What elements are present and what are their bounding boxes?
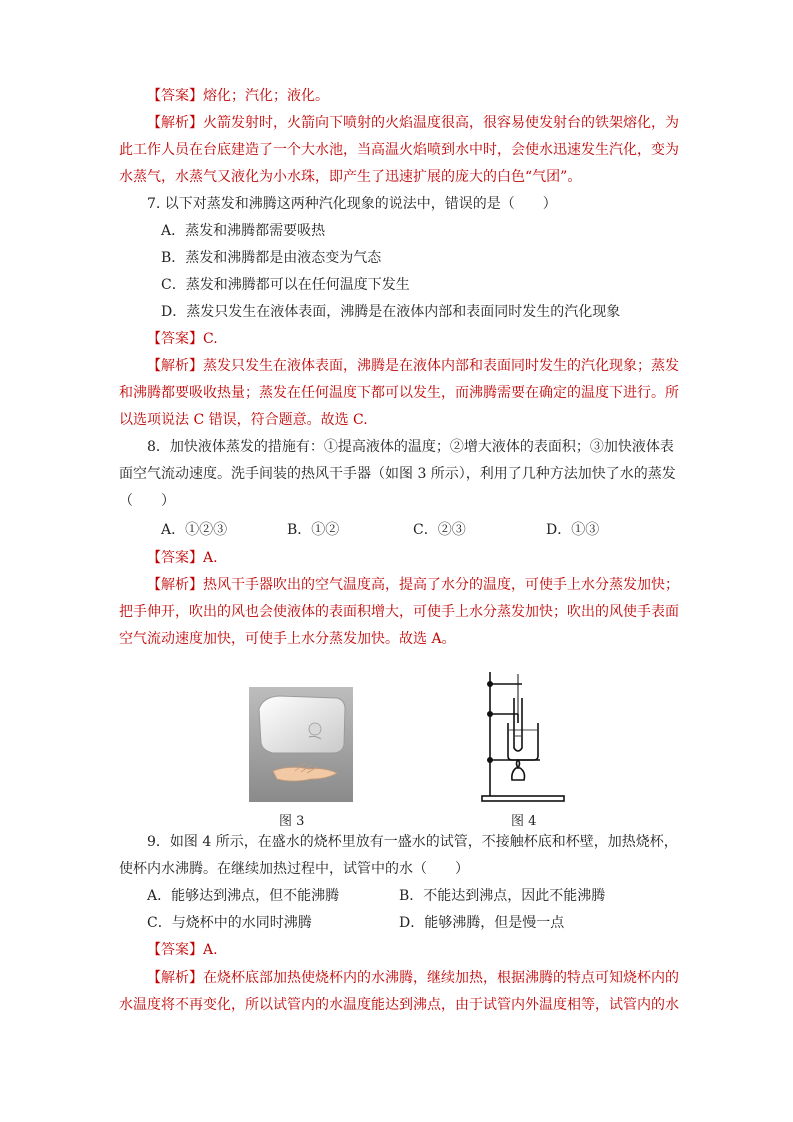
- text-line: 9．如图 4 所示，在盛水的烧杯里放有一盛水的试管，不接触杯底和杯壁，加热烧杯，: [147, 834, 678, 850]
- figure-3-hand-dryer: [249, 687, 353, 802]
- text-line: 【解析】在烧杯底部加热使烧杯内的水沸腾，继续加热，根据沸腾的特点可知烧杯内的: [147, 970, 679, 986]
- text-line: 以选项说法 C 错误，符合题意。故选 C.: [119, 412, 368, 428]
- text-line: 【解析】蒸发只发生在液体表面，沸腾是在液体内部和表面同时发生的汽化现象；蒸发: [147, 358, 679, 374]
- text-line: 【答案】A.: [147, 942, 218, 958]
- text-line: B．①②: [287, 522, 340, 538]
- text-line: 【答案】熔化；汽化；液化。: [147, 88, 329, 104]
- text-line: A．①②③: [161, 522, 228, 538]
- text-line: 【解析】热风干手器吹出的空气温度高，提高了水分的温度，可使手上水分蒸发加快；: [147, 577, 679, 593]
- text-line: 【答案】A.: [147, 550, 218, 566]
- hand-dryer-image: [249, 687, 353, 802]
- text-line: D．蒸发只发生在液体表面，沸腾是在液体内部和表面同时发生的汽化现象: [161, 304, 621, 320]
- text-line: （ ）: [119, 493, 175, 509]
- text-line: 【答案】C.: [147, 331, 218, 347]
- text-line: 面空气流动速度。洗手间装的热风干手器（如图 3 所示），利用了几种方法加快了水的蒸发: [119, 466, 676, 482]
- text-line: 水温度将不再变化，所以试管内的水温度能达到沸点，由于试管内外温度相等，试管内的水: [119, 997, 679, 1013]
- text-line: C．②③: [413, 522, 466, 538]
- boiling-apparatus-image: [478, 668, 568, 804]
- text-line: 把手伸开，吹出的风也会使液体的表面积增大，可使手上水分蒸发加快；吹出的风使手表面: [119, 604, 679, 620]
- text-line: D．①③: [546, 522, 600, 538]
- text-line: 使杯内水沸腾。在继续加热过程中，试管中的水（ ）: [119, 861, 469, 877]
- text-line: A．蒸发和沸腾都需要吸热: [161, 223, 326, 239]
- text-line: 和沸腾都要吸收热量；蒸发在任何温度下都可以发生，而沸腾需要在确定的温度下进行。所: [119, 385, 679, 401]
- figure-3-caption: 图 3: [279, 814, 305, 829]
- text-line: 7. 以下对蒸发和沸腾这两种汽化现象的说法中，错误的是（ ）: [147, 196, 557, 212]
- text-line: C．蒸发和沸腾都可以在任何温度下发生: [161, 277, 410, 293]
- text-line: B．不能达到沸点，因此不能沸腾: [399, 888, 606, 904]
- text-line: A．能够达到沸点，但不能沸腾: [147, 888, 340, 904]
- figure-4-caption: 图 4: [511, 814, 537, 829]
- text-line: 【解析】火箭发射时，火箭向下喷射的火焰温度很高，很容易使发射台的铁架熔化，为: [147, 115, 679, 131]
- text-line: 空气流动速度加快，可使手上水分蒸发加快。故选 A。: [119, 631, 456, 647]
- text-line: 此工作人员在台底建造了一个大水池，当高温火焰喷到水中时，会使水迅速发生汽化，变为: [119, 142, 679, 158]
- text-line: 8．加快液体蒸发的措施有：①提高液体的温度；②增大液体的表面积；③加快液体表: [147, 439, 674, 455]
- text-line: 水蒸气，水蒸气又液化为小水珠，即产生了迅速扩展的庞大的白色“气团”。: [119, 169, 582, 185]
- text-line: C．与烧杯中的水同时沸腾: [147, 915, 312, 931]
- text-line: D．能够沸腾，但是慢一点: [399, 915, 565, 931]
- text-line: B．蒸发和沸腾都是由液态变为气态: [161, 250, 382, 266]
- figure-4-apparatus: [478, 668, 568, 804]
